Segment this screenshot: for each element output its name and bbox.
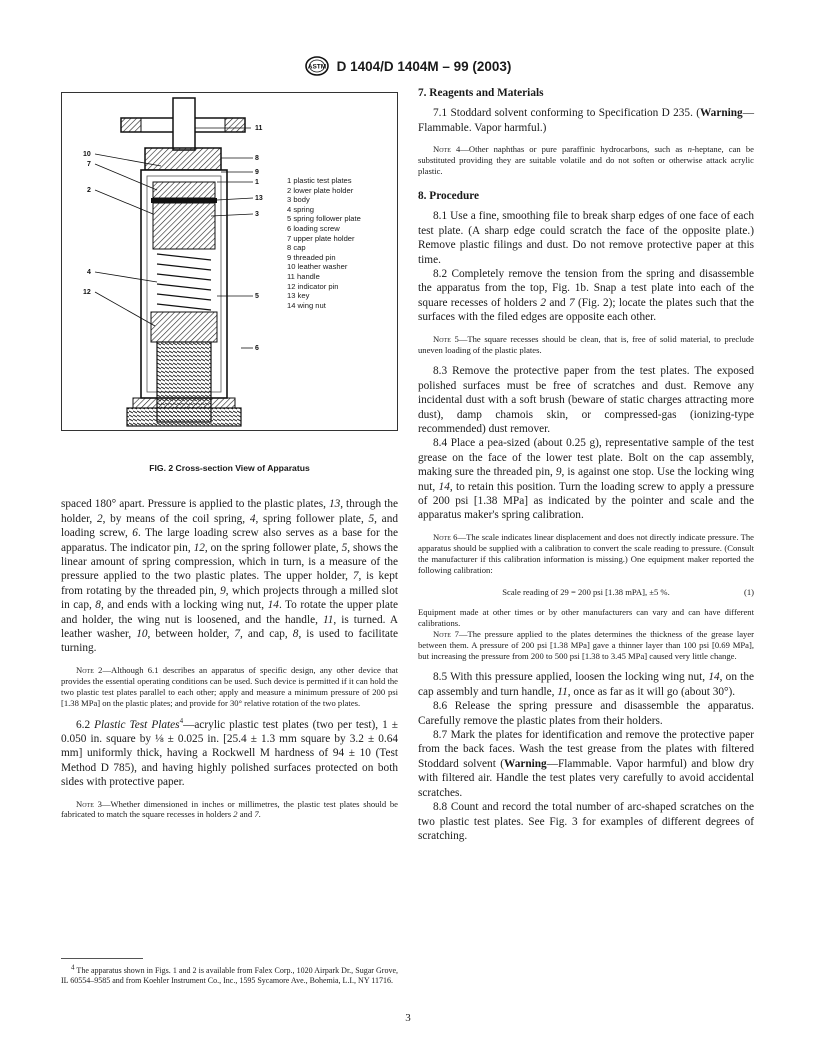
astm-logo-icon — [305, 56, 329, 76]
note-7: Note 7—The pressure applied to the plates determines the thickness of the grease layer between them. A pressure of 200 psi [1.38 MPa] gave a thinner layer than 100 psi [0.69 MPa], but increasing the pressure from 200 to 500 psi [1.38 to 3.45 MPa] caused very little change. — [418, 628, 754, 661]
callout-6: 6 — [255, 345, 259, 352]
section-8-6: 8.6 Release the spring pressure and disassemble the apparatus. Carefully remove the plastic plates from their holders. — [418, 700, 754, 727]
legend-item: 7 upper plate holder — [287, 233, 355, 243]
callout-4: 4 — [87, 269, 91, 276]
section-8-2: 8.2 Completely remove the tension from the spring and disassemble the apparatus from the top, Fig. 1b. Snap a test plate into each of the square recesses of holders 2 and 7 (Fig. 2); locate the plates such that the surfaces with the filed edges are opposite each other. — [418, 267, 754, 324]
document-designation: D 1404/D 1404M – 99 (2003) — [336, 58, 512, 74]
callout-3: 3 — [255, 211, 259, 218]
callout-13: 13 — [255, 195, 263, 202]
equation-number: (1) — [743, 586, 754, 597]
legend-item: 12 indicator pin — [287, 281, 339, 291]
note-3: Note 3—Whether dimensioned in inches or millimetres, the plastic test plates should be fabricated to match the square recesses in holders 2 and 7. — [61, 798, 398, 820]
heading-reagents: 7. Reagents and Materials — [418, 87, 544, 99]
section-7-1: 7.1 Stoddard solvent conforming to Specification D 235. (Warning—Flammable. Vapor harmful.) — [418, 107, 754, 134]
figure-caption: FIG. 2 Cross-section View of Apparatus — [149, 463, 310, 473]
legend-item: 2 lower plate holder — [287, 185, 354, 195]
svg-text:ASTM: ASTM — [307, 63, 326, 71]
callout-10: 10 — [83, 151, 91, 158]
callout-9: 9 — [255, 169, 259, 176]
note-6-continuation: Equipment made at other times or by other manufacturers can vary and can have different calibrations. — [418, 606, 754, 628]
section-8-7: 8.7 Mark the plates for identification and remove the protective paper from the back faces. Wash the test grease from the plates with filtered Stoddard solvent (Warning—Flammable. Vapor harmful) and blow dry with filtered air. Handle the test plates very carefully to avoid accidental scratches. — [418, 729, 754, 799]
page-header — [0, 56, 816, 76]
section-8-4: 8.4 Place a pea-sized (about 0.25 g), representative sample of the test grease on the face of the lower test plate. Bolt on the cap assembly, making sure the threaded pin, 9, is against one stop. Use the locking wing nut, 14, to retain this position. Turn the loading screw to apply a pressure of 200 psi [1.38 MPa] as indicated by the pointer and scale and the apparatus maker's spring calibration. — [418, 437, 754, 522]
legend-item: 14 wing nut — [287, 300, 326, 310]
callout-8: 8 — [255, 155, 259, 162]
callout-7: 7 — [87, 161, 91, 168]
heading-procedure: 8. Procedure — [418, 189, 480, 202]
legend-item: 9 threaded pin — [287, 252, 336, 262]
page-number: 3 — [405, 1012, 411, 1024]
section-6-2: 6.2 Plastic Test Plates$^4$—acrylic plastic test plates (two per test), 1 ± 0.050 in. square by ⅛ ± 0.025 in. [25.4 ± 1.3 mm square by 3.2 ± 0.64 mm] uniformly thick, having a Rockwell M hardness of 94 ± 10 (Test Method D 785), and having highly polished surfaces protected on both sides with protective paper. — [61, 716, 398, 789]
legend-item: 4 spring — [287, 204, 315, 214]
section-8-1: 8.1 Use a fine, smoothing file to break sharp edges of one face of each test plate. (A sharp edge could scratch the face of the opposite plate.) Remove plastic filings and dust. Do not remove protective paper at this time. — [418, 210, 754, 266]
callout-2: 2 — [87, 187, 91, 194]
equation-text: Scale reading of 29 = 200 psi [1.38 mPA], ±5 %. — [502, 586, 670, 597]
paragraph-continuation: spaced 180° apart. Pressure is applied to the plastic plates, 13, through the holder, 2, by means of the coil spring, 4, spring follower plate, 5, and loading screw, 6. The large loading screw also serves as a base for the apparatus. The indicator pin, 12, on the spring follower plate, 5, shows the linear amount of spring compression, which in turn, is a measure of the pressure applied to the two plastic plates. The upper holder, 7, is kept from rotating by the threaded pin, 9, which projects through a milled slot in cap, 8, and ends with a locking wing nut, 14. To rotate the upper plate and holder, the wing nut is loosened, and the handle, 11, is turned. A leather washer, 10, between holder, 7, and cap, 8, is used to facilitate turning. — [61, 498, 399, 655]
note-6: Note 6—The scale indicates linear displacement and does not directly indicate pressure. The apparatus should be supplied with a calibration to convert the scale reading to pressure. (Consult the manufacturer if this calibration information is missing.) One equipment maker reported the following calibration: — [418, 531, 754, 575]
legend-item: 10 leather washer — [287, 262, 348, 272]
figure-legend — [287, 176, 361, 310]
legend-item: 8 cap — [287, 243, 306, 253]
equation-1 — [418, 585, 754, 599]
callout-5: 5 — [255, 293, 259, 300]
legend-item: 6 loading screw — [287, 223, 340, 233]
left-column — [61, 86, 398, 829]
footnote-4: $^4$ The apparatus shown in Figs. 1 and 2 is available from Falex Corp., 1020 Airpark Dr., Sugar Grove, IL 60554–9585 and from Koehler Instrument Co., Inc., 1595 Sycamore Ave., Bohemia, L.I., NY 11716. — [61, 963, 398, 986]
footnote-divider — [61, 958, 143, 959]
legend-item: 5 spring follower plate — [287, 214, 361, 224]
legend-item: 1 plastic test plates — [287, 176, 352, 185]
callout-11: 11 — [255, 125, 263, 132]
callout-12: 12 — [83, 289, 91, 296]
note-4: Note 4—Other naphthas or pure paraffinic hydrocarbons, such as n-heptane, can be substituted providing they are suitable volatile and do not soften or otherwise attack acrylic plastic. — [418, 144, 754, 177]
section-8-5: 8.5 With this pressure applied, loosen the locking wing nut, 14, on the cap assembly and turn handle, 11, once as far as it will go (about 30°). — [418, 671, 754, 698]
section-8-8: 8.8 Count and record the total number of arc-shaped scratches on the two plastic test plates. See Fig. 3 for examples of different degrees of scratching. — [418, 801, 754, 842]
note-2: Note 2—Although 6.1 describes an apparatus of specific design, any other device that provides the essential operating conditions can be used. Such device is permitted if it can hold the two plastic test plates parallel to each other; apply and measure a minimum pressure of 200 psi [1.38 MPa] on the plastic plates; and provide for 30° relative rotation of the two plates. — [61, 664, 398, 708]
right-column — [418, 86, 754, 843]
figure-2 — [61, 86, 398, 461]
callout-1: 1 — [255, 179, 259, 186]
legend-item: 3 body — [287, 195, 310, 205]
section-8-3: 8.3 Remove the protective paper from the test plates. The exposed polished surfaces must be free of scratches and dust. Remove any incidental dust with a soft brush (beware of static charges attracting more dust), damp chamois skin, or compressed-gas (ionizing-type recommended) dust remover. — [418, 365, 754, 436]
note-5: Note 5—The square recesses should be clean, that is, free of solid material, to preclude uneven loading of the plastic plates. — [418, 333, 754, 355]
legend-item: 11 handle — [287, 271, 320, 281]
legend-item: 13 key — [287, 291, 310, 301]
